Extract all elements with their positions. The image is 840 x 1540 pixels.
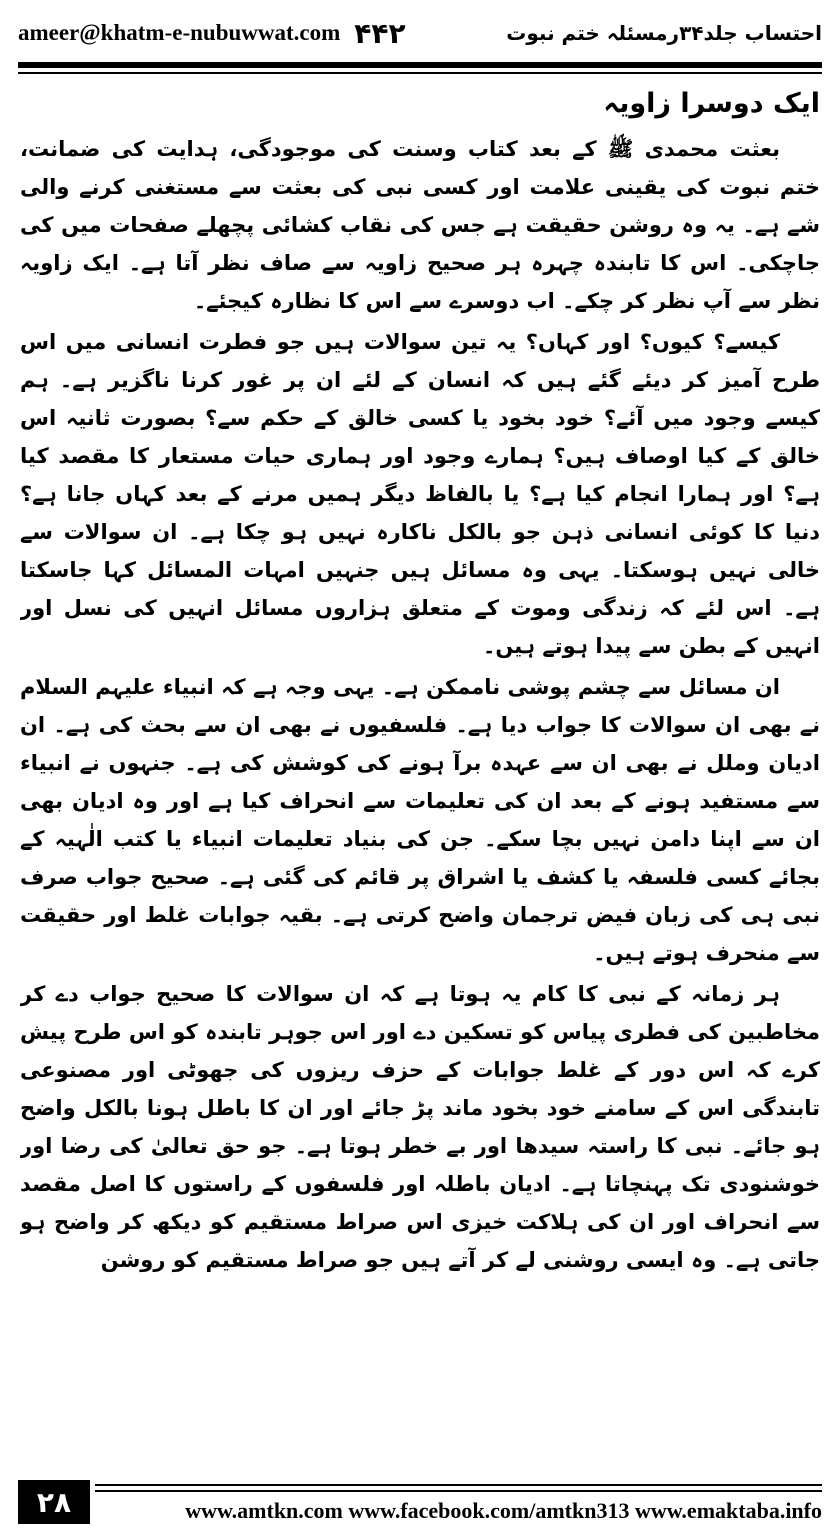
running-title: احتساب جلد۳۴رمسئلہ ختم نبوت [506, 21, 822, 45]
footer-links: www.amtkn.com www.facebook.com/amtkn313 www.emaktaba.info [185, 1498, 822, 1523]
paragraph: ہر زمانہ کے نبی کا کام یہ ہوتا ہے کہ ان سوالات کا صحیح جواب دے کر مخاطبین کی فطری پیاس کو تسکین دے اور اس جوہر تابندہ کو اس طرح پیش کرے کہ اس دور کے غلط جوابات کے حزف ریزوں کی جھوٹی اور مصنوعی تابندگی اس کے سامنے خود بخود ماند پڑ جائے اور ان کا باطل ہونا بالکل واضح ہو جائے۔ نبی کا راستہ سیدھا اور بے خطر ہوتا ہے۔ جو حق تعالیٰ کی رضا اور خوشنودی تک پہنچاتا ہے۔ ادیان باطلہ اور فلسفوں کے راستوں کا اصل مقصد سے انحراف اور ان کی ہلاکت خیزی اس صراط مستقیم کو دیکھ کر واضح ہو جاتی ہے۔ وہ ایسی روشنی لے کر آتے ہیں جو صراط مستقیم کو روشن [20, 982, 820, 1272]
paragraph: کیسے؟ کیوں؟ اور کہاں؟ یہ تین سوالات ہیں جو فطرت انسانی میں اس طرح آمیز کر دیئے گئے ہیں کہ انسان کے لئے ان پر غور کرنا ناگزیر ہے۔ ہم کیسے وجود میں آئے؟ خود بخود یا کسی خالق کے حکم سے؟ بصورت ثانیہ اس خالق کے کیا اوصاف ہیں؟ ہمارے وجود اور ہماری حیات مستعار کا مقصد کیا ہے؟ اور ہمارا انجام کیا ہے؟ یا بالفاظ دیگر ہمیں مرنے کے بعد کہاں جانا ہے؟ دنیا کا کوئی انسانی ذہن جو بالکل ناکارہ نہیں ہو چکا ہے۔ ان سوالات سے خالی نہیں ہوسکتا۔ یہی وہ مسائل ہیں جنہیں امہات المسائل کہا جاسکتا ہے۔ اس لئے کہ زندگی وموت کے متعلق ہزاروں مسائل انہیں کی نسل اور انہیں کے بطن سے پیدا ہوتے ہیں۔ [20, 330, 820, 658]
article-heading: ایک دوسرا زاویہ [603, 88, 820, 119]
paragraph: ان مسائل سے چشم پوشی ناممکن ہے۔ یہی وجہ ہے کہ انبیاء علیہم السلام نے بھی ان سوالات کا جواب دیا ہے۔ فلسفیوں نے بھی ان سے بحث کی ہے۔ ان ادیان وملل نے بھی ان سے عہدہ برآ ہونے کی کوشش کی ہے۔ جنہوں نے انبیاء سے مستفید ہونے کے بعد ان کی تعلیمات سے انحراف کیا ہے اور وہ ادیان بھی ان سے اپنا دامن نہیں بچا سکے۔ جن کی بنیاد تعلیمات انبیاء یا کتب الٰہیہ کے بجائے کسی فلسفہ یا کشف یا اشراق پر قائم کی گئی ہے۔ صحیح جواب صرف نبی ہی کی زبان فیض ترجمان واضح کرتی ہے۔ بقیہ جوابات غلط اور حقیقت سے منحرف ہوتے ہیں۔ [20, 675, 820, 965]
paragraph: بعثت محمدی ﷺ کے بعد کتاب وسنت کی موجودگی، ہدایت کی ضمانت، ختم نبوت کی یقینی علامت اور کسی نبی کی بعثت سے مستغنی کرنے والی شے ہے۔ یہ وہ روشن حقیقت ہے جس کی نقاب کشائی پچھلے صفحات میں کی جاچکی۔ اس کا تابندہ چہرہ ہر صحیح زاویہ سے صاف نظر آتا ہے۔ ایک زاویہ نظر سے آپ نظر کر چکے۔ اب دوسرے سے اس کا نظارہ کیجئے۔ [20, 137, 820, 313]
page-header [18, 8, 822, 58]
header-left [18, 17, 406, 50]
footer-rule-top [95, 1484, 822, 1486]
header-rule-thin [18, 72, 822, 74]
footer-rule-bottom [95, 1490, 822, 1492]
footer-folio: ۲۸ [18, 1480, 90, 1524]
header-page-number: ۴۴۲ [354, 16, 406, 50]
article-body [20, 82, 820, 1466]
header-rule-thick [18, 62, 822, 68]
header-email: ameer@khatm-e-nubuwwat.com [18, 20, 341, 45]
